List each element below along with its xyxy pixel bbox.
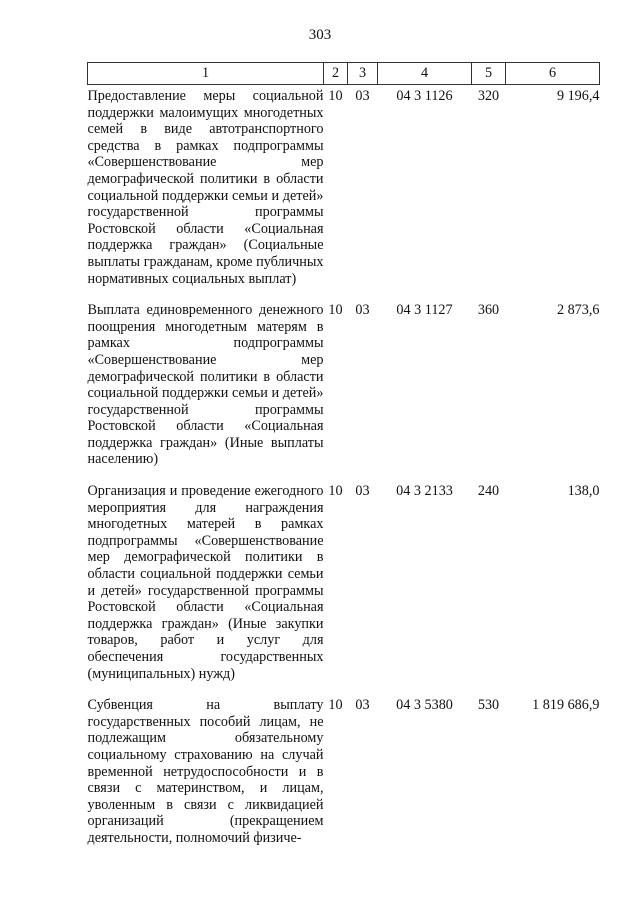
row-target-code: 04 3 5380 (396, 697, 453, 714)
row-subsection-code: 03 (355, 697, 370, 714)
row-target-code: 04 3 1126 (396, 88, 453, 104)
column-header-2: 2 (324, 63, 348, 85)
row-target-code: 04 3 2133 (396, 483, 453, 500)
row-description: Субвенция на выплату государственных пособий лицам, не подлежащим обязательному социальному страхованию на случай временной нетрудоспособности и в связи с материнством, и лицам, уволенным в связи с ликвидацией организаций (прекращением деятельности, полномочий физиче- (87, 697, 324, 846)
row-subsection-code: 03 (355, 302, 370, 319)
table-row (88, 85, 600, 288)
row-target-code: 04 3 1127 (396, 302, 453, 319)
row-description: Предоставление меры социальной поддержки малоимущих многодетных семей в виде автотранспортного средства в рамках подпрограммы «Совершенствование мер демографической политики в области социальной поддержки семьи и детей» государственной программы Ростовской области «Социальная поддержка граждан» (Социальные выплаты гражданам, кроме публичных нормативных социальных выплат) (87, 88, 324, 287)
table-row (88, 298, 600, 468)
row-description: Организация и проведение ежегодного мероприятия для награждения многодетных матерей в рамках подпрограммы «Совершенствование мер демографической политики в области социальной поддержки семьи и детей» государственной программы Ростовской области «Социальная поддержка граждан» (Иные закупки товаров, работ и услуг для обеспечения государственных (муниципальных) нужд) (87, 483, 324, 682)
column-header-3: 3 (348, 63, 378, 85)
page-number: 303 (308, 27, 332, 43)
table-header-row (88, 63, 600, 85)
row-amount: 1 819 686,9 (532, 697, 600, 714)
row-section-code: 10 (328, 302, 343, 319)
table-row (88, 479, 600, 682)
row-section-code: 10 (328, 697, 343, 714)
row-subsection-code: 03 (355, 88, 370, 104)
column-header-5: 5 (472, 63, 506, 85)
row-expense-type-code: 360 (477, 302, 500, 319)
row-amount: 9 196,4 (556, 88, 600, 104)
row-amount: 138,0 (567, 483, 600, 500)
row-section-code: 10 (328, 88, 343, 104)
column-header-6: 6 (506, 63, 600, 85)
row-description: Выплата единовременного денежного поощрения многодетным матерям в рамках подпрограммы «Совершенствование мер демографической политики в области социальной поддержки семьи и детей» государственной программы Ростовской области «Социальная поддержка граждан» (Иные выплаты населению) (87, 302, 324, 468)
row-expense-type-code: 240 (477, 483, 500, 500)
column-header-1: 1 (88, 63, 324, 85)
column-header-4: 4 (378, 63, 472, 85)
budget-table (87, 62, 600, 847)
row-amount: 2 873,6 (556, 302, 600, 319)
row-expense-type-code: 320 (477, 88, 500, 104)
row-expense-type-code: 530 (477, 697, 500, 714)
table-row (88, 693, 600, 846)
row-section-code: 10 (328, 483, 343, 500)
row-subsection-code: 03 (355, 483, 370, 500)
